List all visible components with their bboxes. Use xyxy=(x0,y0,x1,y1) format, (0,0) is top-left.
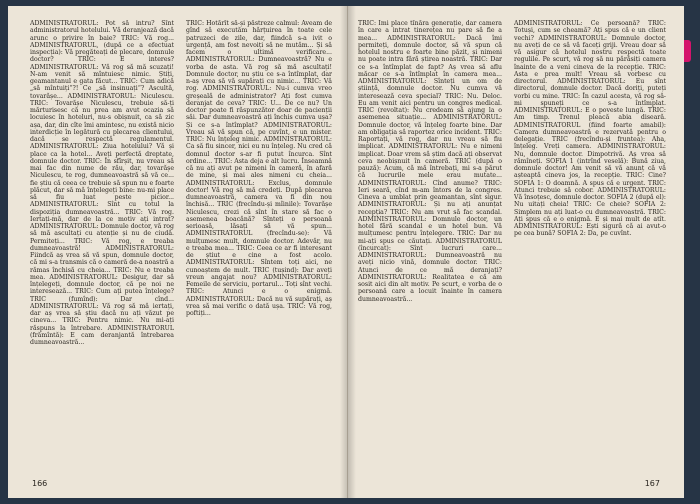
left-page-number: 166 xyxy=(32,479,48,488)
left-page xyxy=(8,6,348,498)
book-gutter-shadow xyxy=(340,6,356,498)
left-page-column-2-text: TRIC: Hotărît să-și păstreze calmul: Aveam de gînd să executăm hărțuirea în toate cele patruzeci de zile, dar, fiindcă s-a ivit o urgență, am fost nevoiți să ne mutăm... Și să facem o ultimă verificare... ADMINISTRATORUL: Dumneavoastră? Nu e vorba de asta. Vă rog să mă ascultați! Domnule doctor, nu știu ce s-a întîmplat, dar n-aș vrea să vă supărați cu nimic... TRIC: Vă rog. ADMINISTRATORUL: Nu-i cumva vreo greșeală de administrator? Ați fost cumva deranjat de ceva? TRIC: U... De ce nu? Un doctor poate fi răspunzător doar de pacienții săi. Dar dumneavoastră ați închis cumva ușa? Și ce s-a întîmplat? ADMINISTRATORUL: Vreau să vă spun că, pe cuvînt, e un mister. TRIC: Nu înțeleg nimic. ADMINISTRATORUL: Ca să fiu sincer, nici eu nu înțeleg. Nu cred că domnul doctor s-ar fi putut încurca. Sînt ordine... TRIC: Asta deja e alt lucru. Înseamnă că nu ați avut pe nimeni în cameră, în afară de mine, și mai ales nimeni cu cheia... ADMINISTRATORUL: Exclus, domnule doctor! Vă rog să mă credeți. După plecarea dumneavoastră, camera va fi din nou închisă... TRIC (frecîndu-și mîinile): Tovarășe Niculescu, crezi că sînt în stare să fac o asemenea boacănă? Sînteți o persoană serioasă, lăsați să vă spun... ADMINISTRATORUL (frecîndu-se): Vă mulțumesc mult, domnule doctor. Adevăr, nu e treaba mea... TRIC: Ceea ce ar fi interesant de știut e cine a fost acolo. ADMINISTRATORUL: Sîntem toți aici, ne cunoaștem de mult. TRIC (tușind): Dar aveți vreun angajat nou? ADMINISTRATORUL: Femeile de serviciu, portarul... Toți sînt vechi. TRIC: Atunci e o enigmă. ADMINISTRATORUL: Dacă nu vă supărați, aș vrea să mai verific o dată ușa. TRIC: Vă rog, poftiți... xyxy=(186,20,332,317)
right-page-column-1-text: TRIC: Îmi place tînăra generație, dar camera în care a intrat tinerețea nu pare să fie a mea... ADMINISTRATORUL: Dacă îmi permiteți, domnule doctor, să vă spun că hotelul nostru e foarte bine păzit, și nimeni nu poate intra fără știrea noastră. TRIC: Dar ce s-a întîmplat de fapt? Aș vrea să aflu măcar ce s-a întîmplat în camera mea... ADMINISTRATORUL: Sînteți un om de știință, domnule doctor. Nu cumva vă interesează ceva special? TRIC: Nu. Deloc. Eu am venit aici pentru un congres medical. TRIC (revoltat): Nu credeam să ajung la o asemenea situație... ADMINISTRATORUL: Domnule doctor, vă înțeleg foarte bine. Dar am obligația să raportez orice incident. TRIC: Raportați, vă rog, dar nu vreau să fiu implicat. ADMINISTRATORUL: Nu e nimeni implicat. Doar vrem să știm dacă ați observat ceva neobișnuit în cameră. TRIC (după o pauză): Acum, că mă întrebați, mi s-a părut că lucrurile mele erau mutate... ADMINISTRATORUL: Cînd anume? TRIC: Ieri seară, cînd m-am întors de la congres. Cineva a umblat prin geamantan, sînt sigur. ADMINISTRATORUL: Și nu ați anunțat recepția? TRIC: Nu am vrut să fac scandal. ADMINISTRATORUL: Domnule doctor, un hotel fără scandal e un hotel bun. Vă mulțumesc pentru înțelegere. TRIC: Dar nu mi-ați spus ce căutați. ADMINISTRATORUL (încurcat): Sînt lucruri care... ADMINISTRATORUL: Dumneavoastră nu aveți nicio vină, domnule doctor. TRIC: Atunci de ce mă deranjați? ADMINISTRATORUL: Realitatea e că am sosit aici din alt motiv. Pe scurt, e vorba de o persoană care a locuit înainte în camera dumneavoastră... xyxy=(358,20,502,303)
bookmark-tab xyxy=(684,40,691,62)
right-page-number: 167 xyxy=(644,479,660,488)
right-page-column-2-text: ADMINISTRATORUL: Ce persoană? TRIC: Totuși, cum se cheamă? Ați spus că e un client vechi? ADMINISTRATORUL: Domnule doctor, nu aveți de ce să vă faceți griji. Vreau doar să vă asigur că hotelul nostru respectă toate regulile. Pe scurt, vă rog să nu părăsiți camera înainte de a veni cineva de la recepție. TRIC: Asta e prea mult! Vreau să vorbesc cu directorul. ADMINISTRATORUL: Eu sînt directorul, domnule doctor. Dacă doriți, puteți vorbi cu mine. TRIC: În cazul acesta, vă rog să-mi spuneți ce s-a întîmplat. ADMINISTRATORUL: E o poveste lungă. TRIC: Am timp. Trenul pleacă abia diseară. ADMINISTRATORUL (fiind foarte amabil): Camera dumneavoastră e rezervată pentru o delegație. TRIC (frecîndu-și fruntea): Aha, înțeleg. Vreți camera. ADMINISTRATORUL: Nu, domnule doctor. Dimpotrivă. Aș vrea să rămîneți. SOFIA 1 (intrînd veselă): Bună ziua, domnule doctor! Am venit să vă anunț că vă așteaptă cineva jos, la recepție. TRIC: Cine? SOFIA 1: O doamnă. A spus că e urgent. TRIC: Atunci trebuie să cobor. ADMINISTRATORUL: Vă însoțesc, domnule doctor. SOFIA 2 (după el): Nu uitați cheia! TRIC: Ce cheie? SOFIA 2: Simplem nu ați luat-o cu dumneavoastră. TRIC: Ați spus că e o enigmă. E și mai mult de atît. ADMINISTRATORUL: Ești sigură că ai avut-o pe cea bună? SOFIA 2: Da, pe cuvînt. xyxy=(514,20,666,238)
right-page-column-2 xyxy=(514,20,666,472)
left-page-column-1 xyxy=(30,20,174,472)
right-page xyxy=(348,6,684,498)
left-page-column-1-text: ADMINISTRATORUL: Pot să intru? Sînt administratorul hotelului. Vă deranjează dacă arunc o privire în baie? TRIC: Vă rog... ADMINISTRATORUL, (după ce a efectuat inspecția): Vă pregăteați de plecare, domnule doctor? TRIC: E interes? ADMINISTRATORUL: Vă rog să mă scuzați! N-am venit să mîntuiesc nimic. Știți, geamantanul e gata făcut... TRIC: Cum adică „să mîntuiți“?! Ce „să insinuați“? Ascultă, tovarășe... ADMINISTRATORUL: Niculescu. TRIC: Tovarășe Niculescu, trebuie să-ți mărturisesc că nu prea am avut ocazia să locuiesc în hoteluri, nu-s obișnuit, ca să zic așa, dar, din cîte îmi amintesc, nu există nicio interdicție în legătură cu plecarea clientului, dacă se respectă regulamentul. ADMINISTRATORUL: Ziua hotelului? Vă și place ca la hotel... Aveți perfectă dreptate, domnule doctor. TRIC: În sfîrșit, nu vreau să mai fac din nume de rău, dar, tovarășe Niculescu, te rog, dumneavoastră să vă ce... fie știu că ceea ce trebuie să spun nu e foarte plăcut, dar să mă înțelegeți bine: nu-mi place să fiu luat peste picior... ADMINISTRATORUL: Sînt cu totul la dispoziția dumneavoastră... TRIC: Vă rog. Iertați-mă, dar de la ce motiv ați intrat? ADMINISTRATORUL: Domnule doctor, vă rog să mă ascultați cu atenție și nu de ciudă. Permiteți... TRIC: Vă rog, e treaba dumneavoastră! ADMINISTRATORUL: Fiindcă aș vrea să vă spun, domnule doctor, că mi s-a transmis că o cameră de-a noastră a rămas închisă cu cheia... TRIC: Nu e treaba mea. ADMINISTRATORUL: Desigur, dar să înțelegeți, domnule doctor, că pe noi ne interesează... TRIC: Cum ați putea înțelege? TRIC (fumînd): Dar cînd... ADMINISTRATORUL: Vă rog să mă iertați, dar aș vrea să știu dacă nu ați văzut pe cineva... TRIC: Pentru nimic. Nu mi-ați răspuns la întrebare. ADMINISTRATORUL (frămîntă): E cam deranjantă întrebarea dumneavoastră... xyxy=(30,20,174,346)
right-page-column-1 xyxy=(358,20,502,472)
left-page-column-2 xyxy=(186,20,332,472)
